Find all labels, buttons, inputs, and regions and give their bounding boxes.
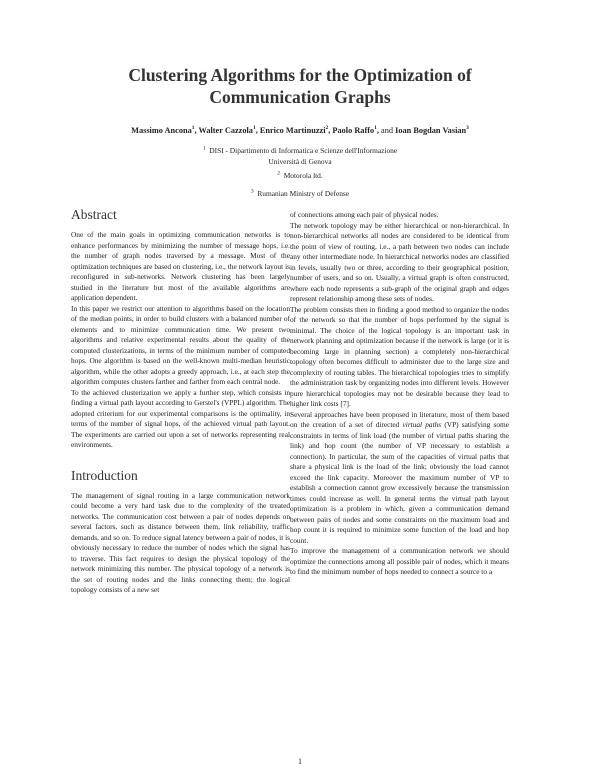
author-affiliation-mark: 1 [374, 125, 377, 132]
paper-title [60, 64, 540, 108]
abstract-paragraph-1: One of the main goals in optimizing communication networks is to enhance performances by minimizing the number of message hops, i.e. the number of graph nodes traversed by a message. Most of the optimization techniques are based on clustering, i.e., the network layout is reconfigured in sub-networks. Network clustering has been largely studied in the literature but most of the available algorithms are application dependent. [71, 230, 290, 302]
title-line-1: Clustering Algorithms for the Optimization of [128, 65, 472, 85]
author-name: Ioan Bogdan Vasian [395, 126, 467, 135]
affiliation-mark: 3 [250, 188, 254, 195]
author-affiliation-mark: 3 [466, 125, 469, 132]
body-paragraph-4-start: Several approaches have been proposed in literature, most of them based on the creation of a set of directed [290, 409, 509, 429]
author-name: Walter Cazzola [198, 126, 253, 135]
affiliation-dept: DISI - Dipartimento di Informatica e Scienze dell'Informazione [209, 146, 398, 155]
author-name: Massimo Ancona [131, 126, 192, 135]
left-column [71, 206, 290, 596]
author-conjunction: and [381, 126, 394, 135]
affiliation-mark: 2 [277, 170, 281, 177]
abstract-heading: Abstract [71, 207, 117, 222]
body-paragraph-3: The problem consists then in finding a good method to organize the nodes of the network so that the number of hops performed by the signal is minimal. The choice of the logical topology is an important task in network planning and optimization because if the network is large (or it is becoming large in planning section) a completely non-hierarchical topology often becomes difficult to administer due to the large size and complexity of routing tables. The hierarchical topologies tries to simplify the administration task by organizing nodes into different levels. However pure hierarchical topologies may not be desirable because they lead to higher link costs [7]. [290, 304, 509, 408]
author-affiliation-mark: 2 [325, 125, 329, 132]
body-paragraph-2: The network topology may be either hierarchical or non-hierarchical. In non-hierarchical networks all nodes are considered to be identical from the point of view of routing, i.e., a path between two nodes can include any other intermediate node. In hierarchical networks nodes are classified in levels, usually two or three, according to their geographical position, number of users, and so on. Usually, a virtual graph is often constructed, where each node represents a sub-graph of the original graph and edges represent relationship among these sets of nodes. [290, 220, 509, 303]
author-name: Enrico Martinuzzi [259, 126, 326, 135]
affiliation-mark: 1 [202, 145, 206, 152]
introduction-paragraph-1: The management of signal routing in a large communication network could become a very hard task due to the complexity of the treated networks. The communication cost between a pair of nodes depends on several factors, such as distance between them, link reliability, traffic demands, and so on. To reduce signal latency between a pair of nodes, it is obviously necessary to reduce the number of nodes which the signal has to traverse. This fact requires to design the physical topology of the network minimizing this number. The physical topology of a network is the set of routing nodes and the links connecting them; the logical topology consists of a new set [71, 490, 290, 594]
body-paragraph-1: of connections among each pair of physical nodes. [290, 210, 439, 219]
body-paragraph-4 [290, 410, 509, 547]
affiliation-3 [100, 189, 500, 200]
body-paragraph-5: To improve the management of a communication network we should optimize the connections among all possible pair of nodes, which it means to find the minimum number of hops needed to connect a source to a [290, 546, 509, 576]
abstract-paragraph-3: To the achieved clusterization we apply a further step, which consists in finding a virtual path layout according to Gerstel's (VPPL) algorithm. The adopted criterium for our experimental comparisons is the optimality, in terms of the number of signal hops, of the achieved virtual path layout. The experiments are carried out upon a set of networks representing real environments. [71, 387, 290, 449]
body-paragraph-4-end: (VP) satisfying some constraints in terms of link load (the number of virtual paths sharing the link) and hop count (the number of VP necessary to establish a connection). In particular, the sum of the capacities of virtual paths that share a physical link is the load of the link; obviously the load cannot exceed the link capacity. Moreover the maximum number of VP to establish a connection cannot grow excessively because the transmission times could increase as well. In general terms the virtual path layout optimization is a problem in which, given a communication demand between pairs of nodes and some constraints on the maximum load and hop count it is required to minimize some function of the load and hop count. [290, 420, 509, 545]
affiliation-1 [100, 146, 500, 167]
author-affiliation-mark: 1 [191, 125, 195, 132]
author-list: Massimo Ancona$^1$, Walter Cazzola$^1$, Enrico Martinuzzi$^2$, Paolo Raffo$^1$, and Ioan Bogdan Vasian$^3$ [131, 125, 469, 135]
virtual-paths-term: virtual paths [402, 420, 442, 429]
affiliation-text: Motorola ltd. [283, 171, 323, 180]
affiliation-2 [100, 171, 500, 182]
affiliation-text: Rumanian Ministry of Defense [257, 189, 350, 198]
author-name: Paolo Raffo [332, 126, 375, 135]
right-column [290, 210, 509, 578]
page-number: 1 [298, 757, 302, 766]
author-affiliation-mark: 1 [252, 125, 256, 132]
title-line-2: Communication Graphs [209, 87, 391, 107]
introduction-heading: Introduction [71, 467, 138, 483]
abstract-paragraph-2: In this paper we restrict our attention to algorithms based on the location of the median points, in order to build clusters with a balanced number of elements and to minimize communication time. We present two algorithms and relative experimental results about the quality of the computed clusterizations, in terms of the minimum number of computed hops. One algorithm is based on the well-known multi-median heuristic algorithm, while the other adopts a greedy approach, i.e., at each step the algorithm computes clusters farther and farther from each central node. [71, 303, 290, 386]
affiliation-university: Università di Genova [268, 156, 332, 166]
